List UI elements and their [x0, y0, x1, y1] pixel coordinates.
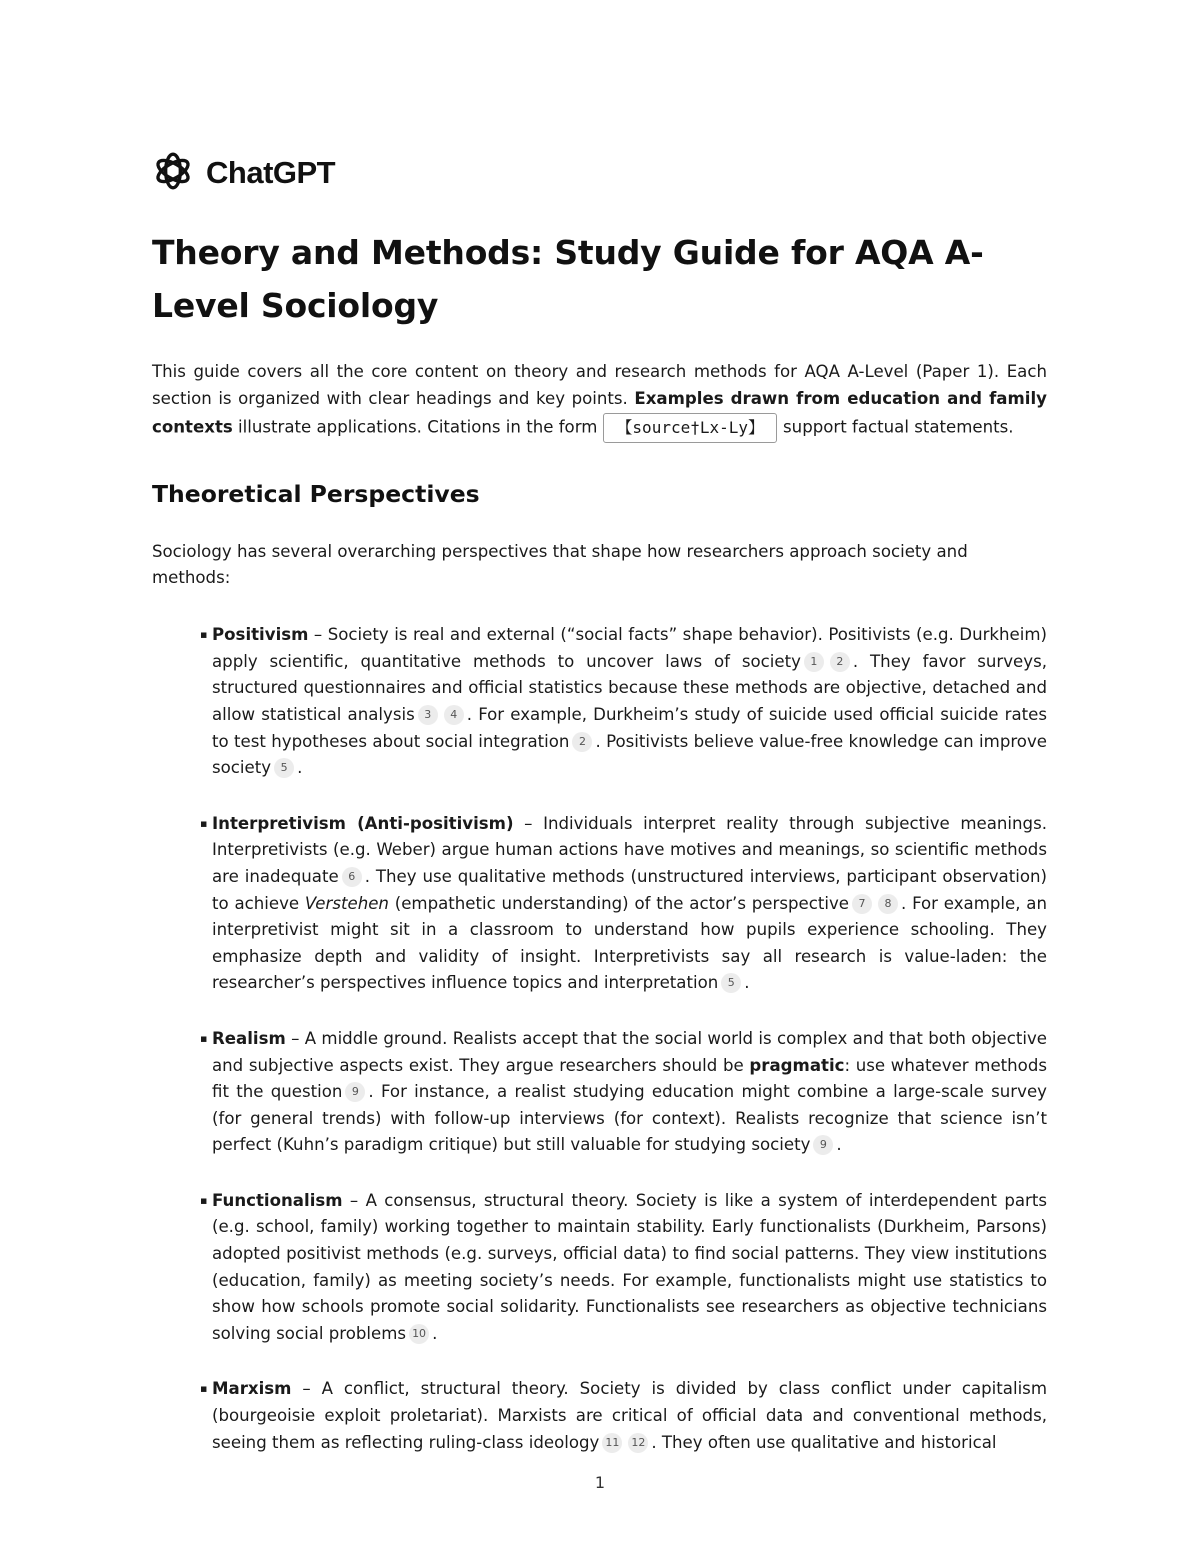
citation-marker[interactable]: 2 [572, 732, 592, 752]
perspective-text: . [297, 758, 303, 778]
bullet-icon: ▪ [200, 1031, 208, 1045]
intro-bold-text: Examples drawn from education and family contexts [152, 388, 1047, 437]
perspective-item [152, 1376, 1047, 1456]
italic-term: Verstehen [304, 893, 389, 913]
citation-marker[interactable]: 8 [878, 894, 898, 914]
citation-marker[interactable]: 1 [804, 652, 824, 672]
perspective-item [152, 811, 1047, 997]
perspective-term: Interpretivism (Anti-positivism) [212, 813, 514, 833]
perspective-text: . [432, 1323, 438, 1343]
perspective-term: Realism [212, 1028, 286, 1048]
section-heading: Theoretical Perspectives [152, 479, 480, 508]
intro-text: support factual statements. [783, 417, 1014, 437]
citation-marker[interactable]: 5 [721, 973, 741, 993]
perspective-text: – Society is real and external (“social facts” shape behavior). Positivists (e.g. Durkheim) apply scientific, quantitative methods to uncover laws of society [212, 625, 1047, 671]
brand-name: ChatGPT [206, 155, 336, 190]
section-lead: Sociology has several overarching perspectives that shape how researchers approach society and methods: [152, 541, 968, 588]
perspective-text: . For example, an interpretivist might sit in a classroom to understand how pupils experience schooling. They emphasize depth and validity of insight. Interpretivists say all research is value-laden: the researcher’s perspectives influence topics and interpretation [212, 893, 1047, 993]
citation-marker[interactable]: 2 [830, 652, 850, 672]
perspective-text: . Positivists believe value-free knowledge can improve society [212, 731, 1047, 778]
citation-marker[interactable]: 9 [813, 1135, 833, 1155]
citation-marker[interactable]: 9 [345, 1082, 365, 1102]
perspectives-list [152, 622, 1047, 1456]
perspective-term: Marxism [212, 1379, 292, 1399]
perspective-text: – A conflict, structural theory. Society is divided by class conflict under capitalism (bourgeoisie exploit proletariat). Marxists are critical of official data and conventional methods, seeing them as reflecting ruling-class ideology [212, 1379, 1047, 1452]
bullet-icon: ▪ [200, 816, 208, 830]
bold-term: pragmatic [749, 1055, 845, 1075]
document-page [152, 150, 1047, 1485]
brand-header [152, 150, 1047, 196]
perspective-text: . They use qualitative methods (unstructured interviews, participant observation) to achieve [212, 866, 1047, 913]
perspective-item [152, 622, 1047, 782]
perspective-text: (empathetic understanding) of the actor’s perspective [388, 893, 849, 913]
page-number: 1 [594, 1473, 606, 1492]
citation-marker[interactable]: 3 [418, 705, 438, 725]
perspective-text: . [836, 1135, 842, 1155]
perspective-text: . They favor surveys, structured questionnaires and official statistics because these methods are objective, detached and allow statistical analysis [212, 651, 1048, 724]
perspective-text: . They often use qualitative and historical [651, 1432, 997, 1452]
citation-marker[interactable]: 6 [342, 867, 362, 887]
citation-marker[interactable]: 7 [852, 894, 872, 914]
bullet-icon: ▪ [200, 628, 208, 642]
perspective-text: – A consensus, structural theory. Society is like a system of interdependent parts (e.g. school, family) working together to maintain stability. Early functionalists (Durkheim, Parsons) adopted positivist methods (e.g. surveys, official data) to find social patterns. They view institutions (education, family) as meeting society’s needs. For example, functionalists might use statistics to show how schools promote social solidarity. Functionalists see researchers as objective technicians solving social problems [212, 1190, 1047, 1343]
intro-text: This guide covers all the core content on theory and research methods for AQA A-Level (Paper 1). Each section is organized with clear headings and key points. [152, 362, 1047, 408]
perspective-term: Positivism [212, 625, 309, 645]
perspective-text: . For instance, a realist studying education might combine a large-scale survey (for general trends) with follow-up interviews (for context). Realists recognize that science isn’t perfect (Kuhn’s paradigm critique) but still valuable for studying society [212, 1082, 1047, 1155]
intro-paragraph [152, 359, 1047, 443]
intro-text: illustrate applications. Citations in the form [232, 417, 598, 437]
citation-format-code: 【source†Lx-Ly】 [603, 413, 777, 443]
citation-marker[interactable]: 11 [602, 1433, 622, 1453]
citation-marker[interactable]: 4 [444, 705, 464, 725]
perspective-text: – A middle ground. Realists accept that the social world is complex and that both objective and subjective aspects exist. They argue researchers should be [212, 1028, 1047, 1075]
perspective-item [152, 1026, 1047, 1159]
perspective-text: . For example, Durkheim’s study of suicide used official suicide rates to test hypotheses about social integration [212, 704, 1047, 751]
citation-marker[interactable]: 5 [274, 758, 294, 778]
document-title: Theory and Methods: Study Guide for AQA A-Level Sociology [152, 233, 984, 325]
perspective-item [152, 1188, 1047, 1348]
perspective-term: Functionalism [212, 1190, 343, 1210]
openai-logo-icon [152, 150, 194, 196]
citation-marker[interactable]: 12 [628, 1433, 648, 1453]
bullet-icon: ▪ [200, 1193, 208, 1207]
perspective-text: . [744, 973, 750, 993]
perspective-text: : use whatever methods fit the question [212, 1055, 1048, 1102]
bullet-icon: ▪ [200, 1382, 208, 1396]
citation-marker[interactable]: 10 [409, 1324, 429, 1344]
perspective-text: – Individuals interpret reality through subjective meanings. Interpretivists (e.g. Weber) argue human actions have motives and meanings, so scientific methods are inadequate [212, 813, 1047, 886]
